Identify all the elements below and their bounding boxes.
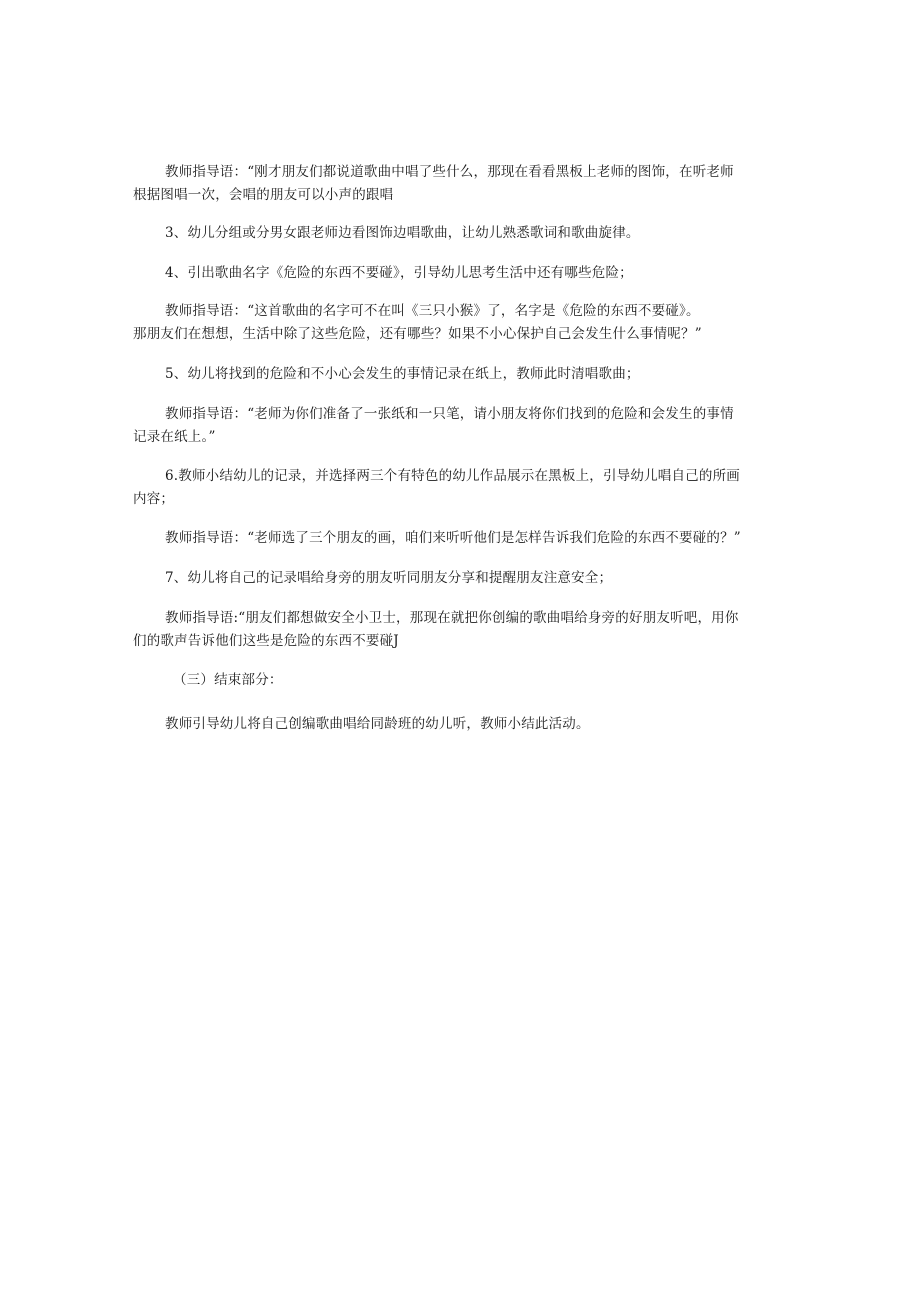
- paragraph-step-6: [133, 465, 793, 511]
- paragraph-line: 那朋友们在想想，生活中除了这些危险，还有哪些？如果不小心保护自己会发生什么事情呢？”: [133, 326, 702, 342]
- paragraph-line: 教师指导语:“朋友们都想做安全小卫士，那现在就把你创编的歌曲唱给身旁的好朋友听吧，用你: [165, 610, 739, 626]
- paragraph-line: 根据图唱一次，会唱的朋友可以小声的跟唱: [133, 187, 394, 203]
- paragraph-teacher-guide-1: [133, 161, 793, 207]
- paragraph-line: 内容；: [133, 491, 175, 507]
- paragraph-line: 6.教师小结幼儿的记录，并选择两三个有特色的幼儿作品展示在黑板上，引导幼儿唱自己的所画: [165, 468, 740, 484]
- paragraph-teacher-guide-5: [133, 607, 793, 653]
- paragraph-line: 教师指导语：“老师为你们准备了一张纸和一只笔，请小朋友将你们找到的危险和会发生的事情: [165, 406, 734, 422]
- paragraph-closing: [133, 713, 793, 736]
- section-heading-text: （三）结束部分：: [173, 672, 283, 688]
- paragraph-teacher-guide-4: [133, 527, 793, 550]
- paragraph-line: 5、幼儿将找到的危险和不小心会发生的事情记录在纸上，教师此时清唱歌曲；: [165, 366, 640, 382]
- paragraph-step-4: [133, 262, 793, 285]
- paragraph-teacher-guide-3: [133, 403, 793, 449]
- paragraph-line: 3、幼儿分组或分男女跟老师边看图饰边唱歌曲，让幼儿熟悉歌词和歌曲旋律。: [165, 225, 640, 241]
- paragraph-line: 7、幼儿将自己的记录唱给身旁的朋友听同朋友分享和提醒朋友注意安全；: [165, 570, 613, 586]
- paragraph-line: 们的歌声告诉他们这些是危险的东西不要碰J: [133, 633, 399, 649]
- paragraph-line: 教师指导语：“这首歌曲的名字可不在叫《三只小猴》了，名字是《危险的东西不要碰》。: [165, 303, 700, 319]
- paragraph-line: 4、引出歌曲名字《危险的东西不要碰》，引导幼儿思考生活中还有哪些危险；: [165, 265, 633, 281]
- paragraph-line: 记录在纸上。”: [133, 429, 216, 445]
- paragraph-line: 教师指导语：“老师选了三个朋友的画，咱们来听听他们是怎样告诉我们危险的东西不要碰的？”: [165, 530, 741, 546]
- paragraph-line: 教师指导语：“刚才朋友们都说道歌曲中唱了些什么，那现在看看黑板上老师的图饰，在听老师: [165, 164, 734, 180]
- paragraph-step-7: [133, 567, 793, 590]
- paragraph-teacher-guide-2: [133, 300, 793, 346]
- paragraph-step-5: [133, 363, 793, 386]
- section-heading-closing: [133, 669, 793, 692]
- paragraph-line: 教师引导幼儿将自己创编歌曲唱给同龄班的幼儿听，教师小结此活动。: [165, 716, 590, 732]
- paragraph-step-3: [133, 222, 793, 245]
